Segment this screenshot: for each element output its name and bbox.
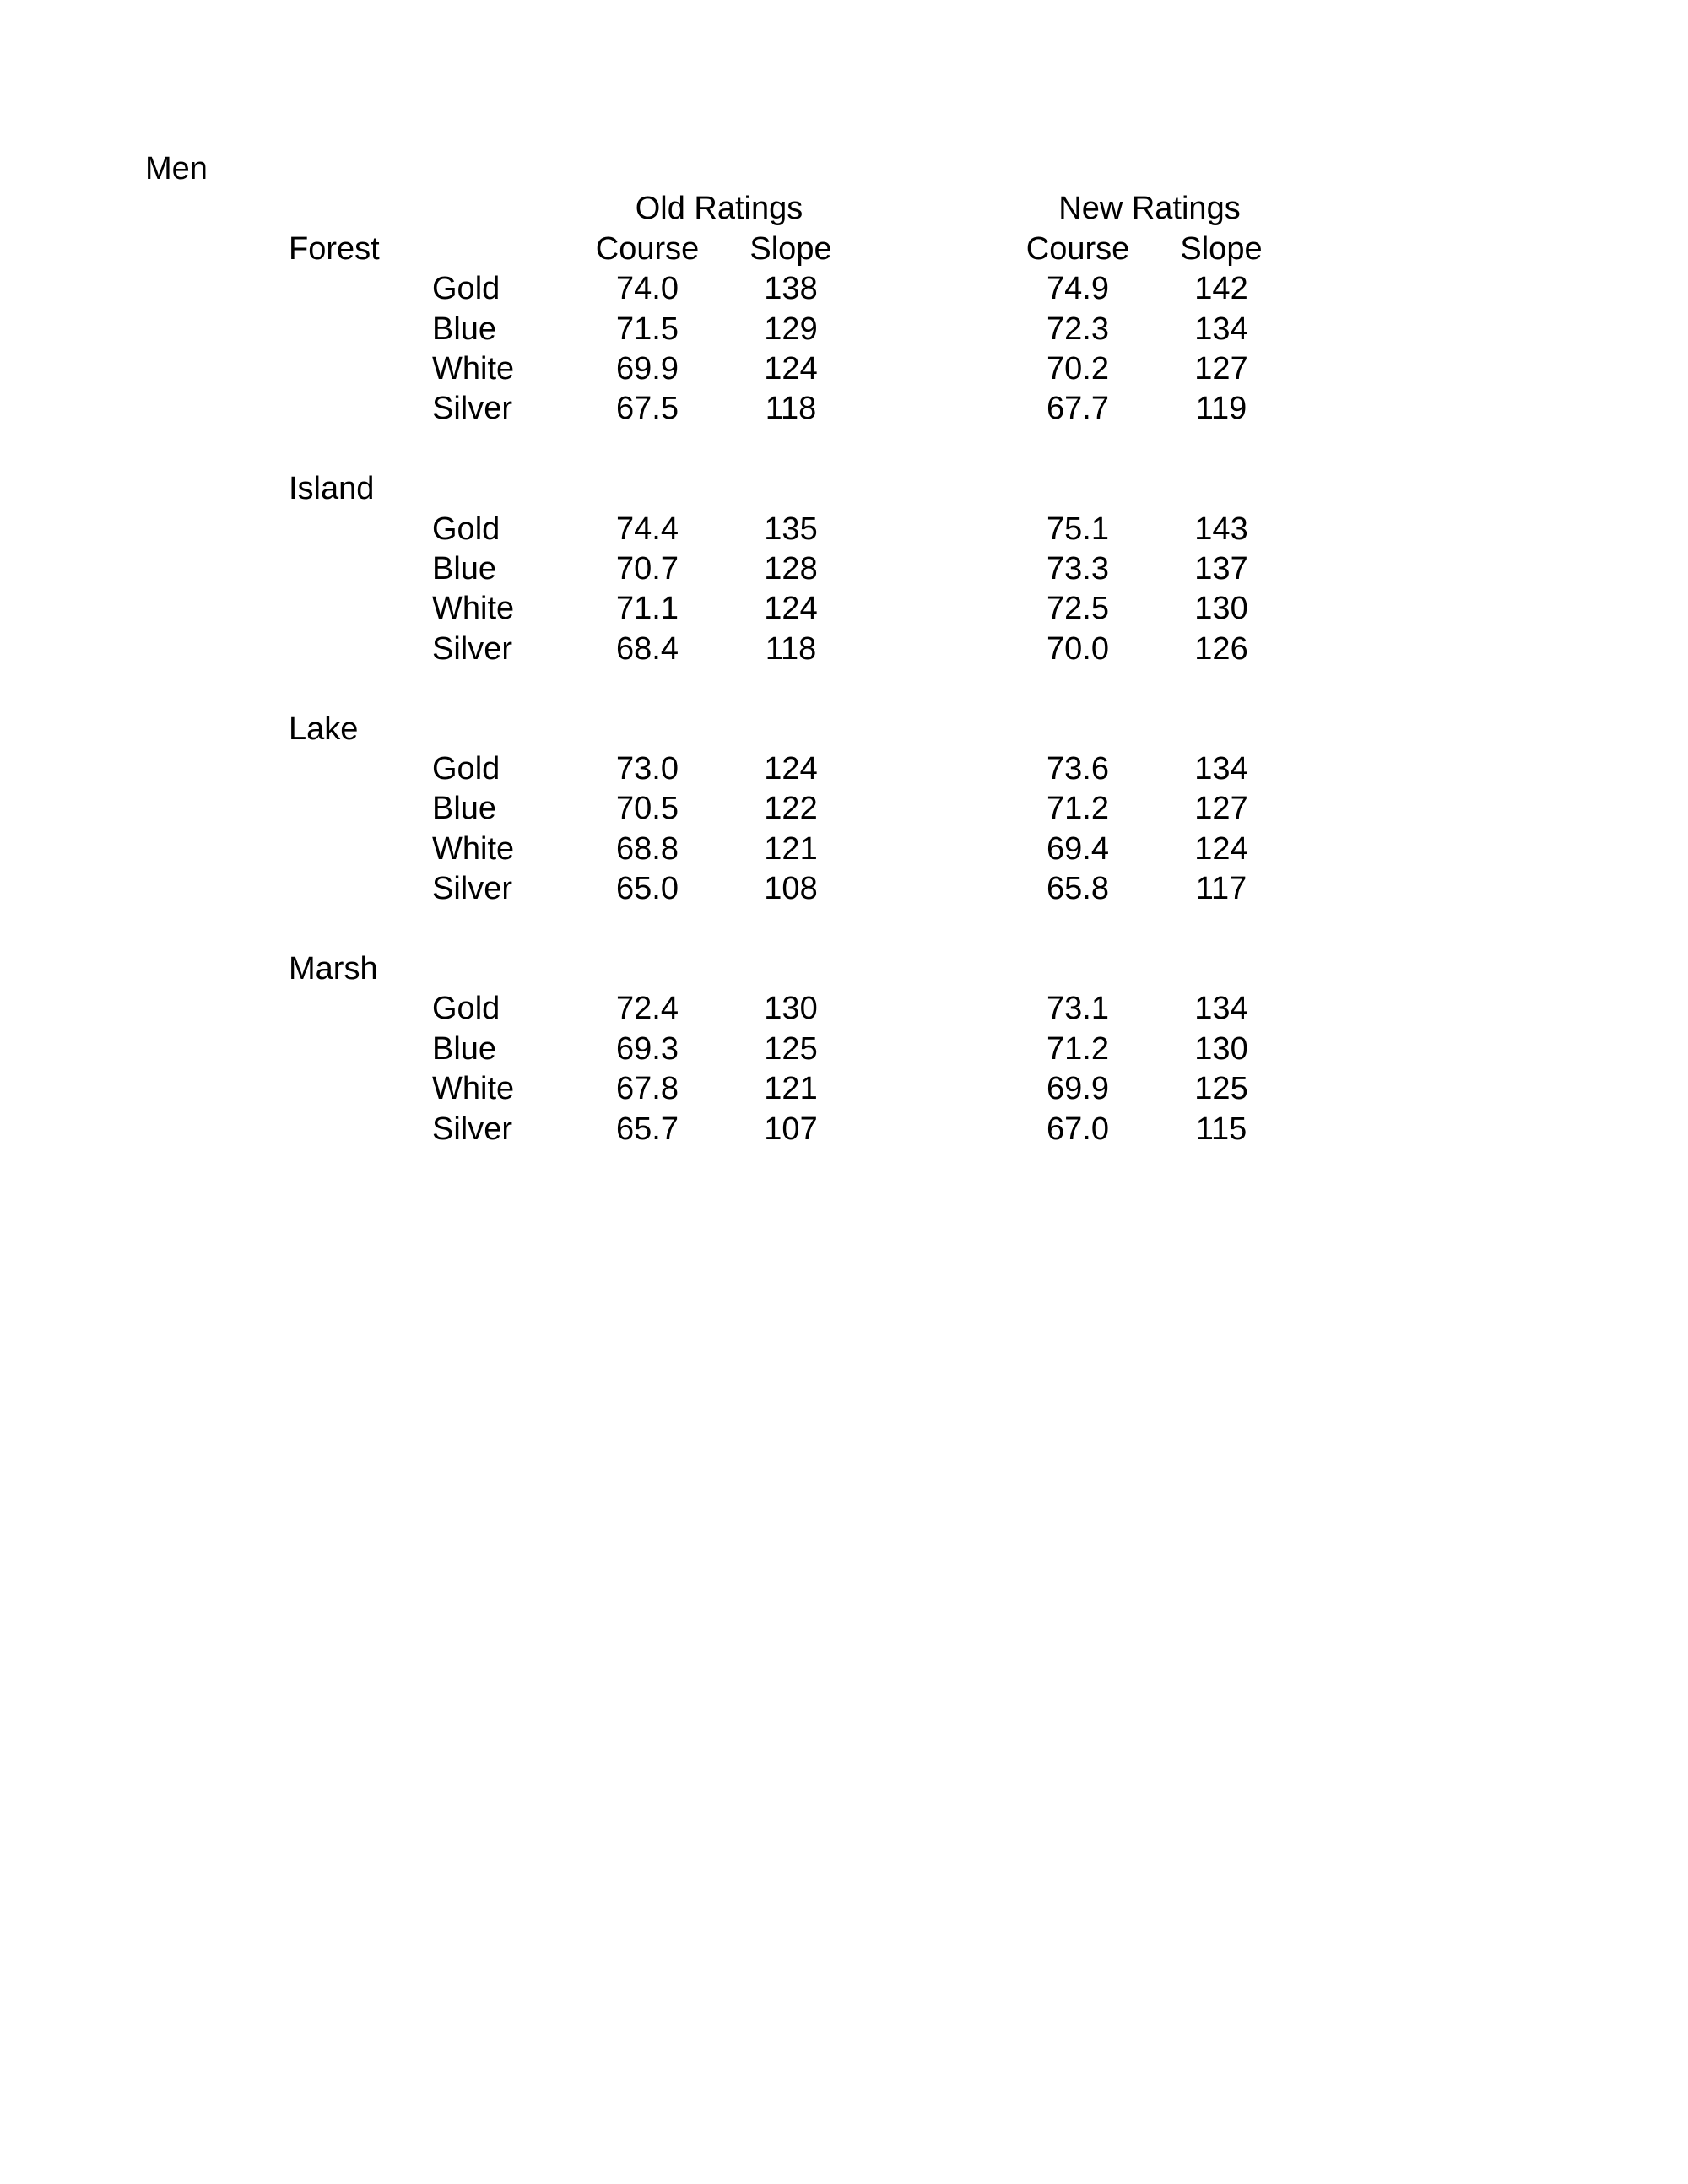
tee-label: Silver — [432, 871, 513, 907]
table-row — [145, 1030, 1293, 1069]
section-name: Island — [289, 471, 375, 507]
old-slope-header: Slope — [749, 230, 832, 267]
new-slope-value: 134 — [1194, 991, 1248, 1027]
old-course-value: 65.7 — [616, 1111, 679, 1147]
new-slope-value: 130 — [1194, 591, 1248, 627]
new-slope-value: 127 — [1194, 791, 1248, 827]
table-row — [145, 269, 1293, 309]
table-row — [145, 749, 1293, 789]
tee-label: White — [432, 351, 515, 387]
old-course-value: 68.8 — [616, 830, 679, 867]
new-course-value: 69.9 — [1047, 1071, 1109, 1107]
table-row — [145, 949, 1293, 989]
new-slope-value: 130 — [1194, 1030, 1248, 1067]
new-course-value: 70.2 — [1047, 351, 1109, 387]
tee-label: Gold — [432, 271, 500, 307]
tee-label: Blue — [432, 551, 497, 587]
new-slope-value: 127 — [1194, 351, 1248, 387]
section-name: Marsh — [289, 951, 378, 987]
new-slope-value: 119 — [1195, 391, 1247, 427]
tee-label: White — [432, 591, 515, 627]
old-ratings-header: Old Ratings — [635, 191, 803, 227]
old-slope-value: 124 — [764, 751, 818, 787]
old-course-value: 67.8 — [616, 1071, 679, 1107]
tee-label: Silver — [432, 630, 513, 667]
table-row — [145, 389, 1293, 429]
old-slope-value: 138 — [764, 271, 818, 307]
spacer-row — [145, 669, 1293, 709]
table-row — [145, 869, 1293, 909]
old-slope-value: 107 — [764, 1111, 818, 1147]
new-course-value: 71.2 — [1047, 791, 1109, 827]
new-course-value: 69.4 — [1047, 830, 1109, 867]
new-course-value: 67.0 — [1047, 1111, 1109, 1147]
old-course-value: 67.5 — [616, 391, 679, 427]
old-slope-value: 128 — [764, 551, 818, 587]
old-course-value: 69.3 — [616, 1030, 679, 1067]
tee-label: Silver — [432, 1111, 513, 1147]
old-slope-value: 124 — [764, 591, 818, 627]
new-slope-value: 124 — [1194, 830, 1248, 867]
table-row — [145, 589, 1293, 629]
section-name: Forest — [289, 230, 380, 267]
tee-label: Gold — [432, 751, 500, 787]
tee-label: Gold — [432, 511, 500, 547]
tee-label: Blue — [432, 791, 497, 827]
new-course-value: 71.2 — [1047, 1030, 1109, 1067]
tee-label: White — [432, 830, 515, 867]
old-slope-value: 130 — [764, 991, 818, 1027]
tee-label: Gold — [432, 991, 500, 1027]
old-slope-value: 122 — [764, 791, 818, 827]
new-slope-value: 115 — [1195, 1111, 1247, 1147]
table-row — [145, 149, 1293, 189]
old-slope-value: 118 — [765, 391, 817, 427]
new-slope-value: 143 — [1194, 511, 1248, 547]
new-course-value: 72.3 — [1047, 311, 1109, 347]
table-row — [145, 189, 1293, 229]
section-name: Lake — [289, 711, 359, 747]
old-course-value: 70.7 — [616, 551, 679, 587]
table-row — [145, 1069, 1293, 1109]
old-slope-value: 108 — [764, 871, 818, 907]
old-course-value: 72.4 — [616, 991, 679, 1027]
new-course-value: 70.0 — [1047, 630, 1109, 667]
tee-label: Blue — [432, 1030, 497, 1067]
old-course-value: 74.4 — [616, 511, 679, 547]
old-slope-value: 121 — [764, 830, 818, 867]
table-row — [145, 549, 1293, 589]
table-row — [145, 989, 1293, 1029]
old-slope-value: 125 — [764, 1030, 818, 1067]
table-row — [145, 230, 1293, 269]
new-course-value: 73.6 — [1047, 751, 1109, 787]
table-row — [145, 1110, 1293, 1149]
table-row — [145, 630, 1293, 669]
old-slope-value: 129 — [764, 311, 818, 347]
new-ratings-header: New Ratings — [1058, 191, 1241, 227]
table-row — [145, 710, 1293, 749]
table-row — [145, 789, 1293, 829]
table-row — [145, 469, 1293, 509]
old-course-value: 69.9 — [616, 351, 679, 387]
old-course-header: Course — [595, 230, 700, 267]
table-row — [145, 349, 1293, 389]
old-course-value: 65.0 — [616, 871, 679, 907]
new-course-header: Course — [1025, 230, 1130, 267]
ratings-table — [145, 149, 1293, 1149]
new-slope-header: Slope — [1180, 230, 1263, 267]
new-slope-value: 137 — [1194, 551, 1248, 587]
table-row — [145, 310, 1293, 349]
old-course-value: 70.5 — [616, 791, 679, 827]
old-course-value: 71.5 — [616, 311, 679, 347]
new-slope-value: 126 — [1194, 630, 1248, 667]
table-row — [145, 510, 1293, 549]
tee-label: Silver — [432, 391, 513, 427]
new-course-value: 72.5 — [1047, 591, 1109, 627]
tee-label: White — [432, 1071, 515, 1107]
new-course-value: 65.8 — [1047, 871, 1109, 907]
old-course-value: 68.4 — [616, 630, 679, 667]
group-label: Men — [145, 151, 208, 187]
new-slope-value: 125 — [1194, 1071, 1248, 1107]
new-slope-value: 134 — [1194, 751, 1248, 787]
spacer-row — [145, 430, 1293, 469]
new-course-value: 75.1 — [1047, 511, 1109, 547]
old-slope-value: 124 — [764, 351, 818, 387]
new-slope-value: 142 — [1194, 271, 1248, 307]
new-course-value: 73.3 — [1047, 551, 1109, 587]
old-slope-value: 118 — [765, 630, 817, 667]
spacer-row — [145, 910, 1293, 949]
new-course-value: 74.9 — [1047, 271, 1109, 307]
old-slope-value: 135 — [764, 511, 818, 547]
new-slope-value: 134 — [1194, 311, 1248, 347]
old-course-value: 73.0 — [616, 751, 679, 787]
new-course-value: 67.7 — [1047, 391, 1109, 427]
table-row — [145, 830, 1293, 869]
old-course-value: 71.1 — [616, 591, 679, 627]
new-course-value: 73.1 — [1047, 991, 1109, 1027]
new-slope-value: 117 — [1195, 871, 1247, 907]
old-course-value: 74.0 — [616, 271, 679, 307]
tee-label: Blue — [432, 311, 497, 347]
old-slope-value: 121 — [764, 1071, 818, 1107]
